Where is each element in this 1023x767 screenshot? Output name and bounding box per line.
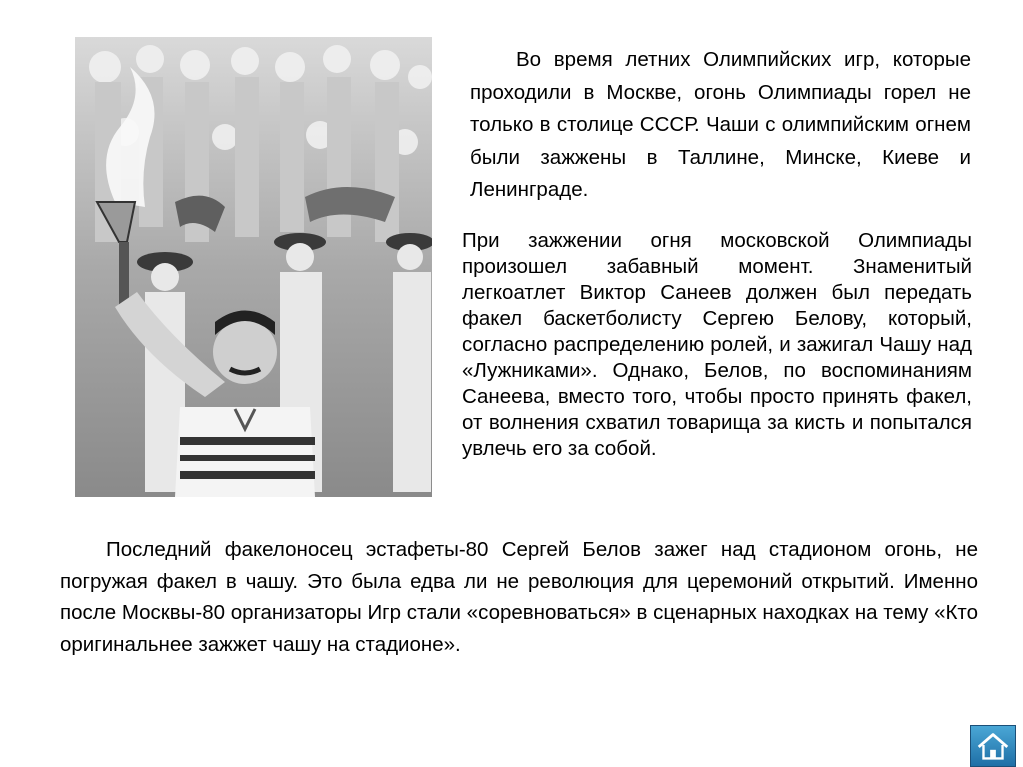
photo-image — [75, 37, 432, 497]
paragraph-funny-moment: При зажжении огня московской Олимпиады произошел забавный момент. Знаменитый легкоатлет Виктор Санеев должен был передать факел баскетболисту Сергею Белову, который, согласно распределению ролей, и зажигал Чашу над «Лужниками». Однако, Белов, по воспоминаниям Санеева, вместо того, чтобы просто принять факел, от волнения схватил товарища за кисть и попытался увлечь его за собой. — [462, 229, 972, 460]
home-button[interactable] — [970, 725, 1016, 767]
paragraph-last-torchbearer: Последний факелоносец эстафеты-80 Сергей Белов зажег над стадионом огонь, не погружая факел в чашу. Это была едва ли не революция для церемоний открытий. Именно после Москвы-80 организаторы Игр стали «соревноваться» в сценарных находках на тему «Кто оригинальнее зажжет чашу на стадионе». — [60, 538, 978, 656]
paragraph-olympic-flames: Во время летних Олимпийских игр, которые проходили в Москве, огонь Олимпиады горел не только в столице СССР. Чаши с олимпийским огнем были зажжены в Таллине, Минске, Киеве и Ленинграде. — [470, 48, 971, 201]
torchbearer-photo — [75, 37, 432, 497]
home-icon — [971, 726, 1015, 766]
